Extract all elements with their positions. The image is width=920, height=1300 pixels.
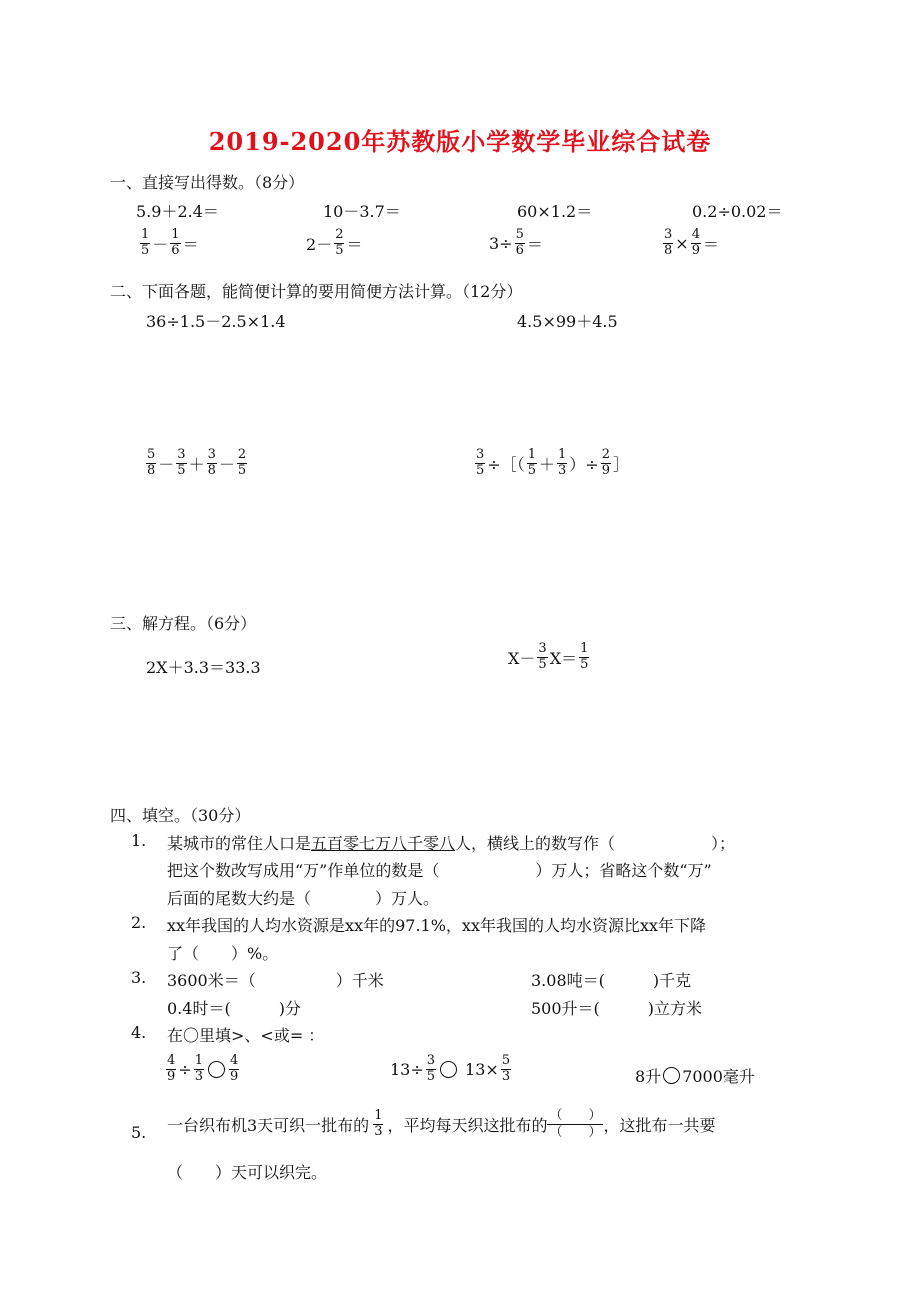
s3-equation-2: X－ $\frac{3}{5}$ X＝ $\frac{1}{5}$ [508, 641, 589, 672]
compare-circle-icon[interactable] [440, 1061, 457, 1078]
fraction: $\frac{2}{9}$ [601, 447, 610, 478]
compare-circle-icon[interactable] [208, 1061, 225, 1078]
s2-problem-1: 36÷1.5－2.5×1.4 [146, 312, 286, 331]
s2-problem-2: 4.5×99＋4.5 [517, 312, 618, 331]
fraction: $\frac{5}{3}$ [501, 1053, 511, 1084]
compare-circle-icon[interactable] [663, 1067, 680, 1084]
q3-item-b: 3.08吨＝( )千克 [531, 971, 692, 990]
q5-line-2: （ ）天可以织完。 [167, 1163, 328, 1182]
s1-item-1: 5.9＋2.4＝ [136, 202, 219, 221]
s2-problem-4: $\frac{3}{5}$ ÷［（ $\frac{1}{5}$ ＋ $\frac{1}{3}$ ）÷ $\frac{2}{9}$ ］ [476, 447, 629, 478]
underlined-number: 五百零七万八千零八 [311, 834, 456, 853]
s1-item-5: $\frac{1}{5}$ － $\frac{1}{6}$ ＝ [141, 227, 199, 258]
q4-instruction: 在〇里填>、<或= ： [167, 1026, 325, 1045]
fraction: $\frac{2}{5}$ [335, 227, 344, 258]
q4-number: 4. [131, 1023, 147, 1042]
blank-fraction[interactable]: （ ） （ ） [549, 1108, 602, 1140]
q2-line-2: 了（ ）%。 [167, 944, 279, 963]
q1-line-2: 把这个数改写成用“万”作单位的数是（ ）万人；省略这个数“万” [167, 861, 712, 880]
fraction: $\frac{3}{8}$ [207, 447, 216, 478]
fraction: $\frac{1}{5}$ [141, 227, 150, 258]
section-3-heading: 三、解方程。（6分） [110, 614, 257, 633]
fraction: $\frac{3}{5}$ [426, 1053, 436, 1084]
fraction: $\frac{5}{6}$ [515, 227, 524, 258]
q3-item-d: 500升＝( )立方米 [531, 999, 703, 1018]
s3-equation-1: 2X＋3.3＝33.3 [146, 658, 261, 677]
s2-problem-3: $\frac{5}{8}$ － $\frac{3}{5}$ ＋ $\frac{3}{8}$ － $\frac{2}{5}$ [147, 447, 247, 478]
q4-item-c: 8升 7000毫升 [635, 1067, 755, 1086]
page-title: 2019-2020年苏教版小学数学毕业综合试卷 [208, 127, 712, 156]
fraction: $\frac{5}{8}$ [147, 447, 156, 478]
fraction: $\frac{3}{5}$ [476, 447, 485, 478]
s1-item-8: $\frac{3}{8}$ × $\frac{4}{9}$ ＝ [664, 227, 719, 258]
fraction: $\frac{2}{5}$ [237, 447, 247, 478]
q1-line-1: 某城市的常住人口是五百零七万八千零八人，横线上的数写作（ ）； [167, 834, 736, 853]
fraction: $\frac{4}{9}$ [167, 1053, 176, 1084]
q1-line-3: 后面的尾数大约是（ ）万人。 [167, 889, 440, 908]
q4-item-a: $\frac{4}{9}$ ÷ $\frac{1}{3}$ $\frac{4}{9}$ [167, 1053, 239, 1084]
fraction: $\frac{1}{6}$ [171, 227, 180, 258]
q1-number: 1. [131, 831, 147, 850]
s1-item-6: 2－ $\frac{2}{5}$ ＝ [306, 227, 363, 258]
s1-item-2: 10－3.7＝ [323, 202, 401, 221]
section-1-heading: 一、直接写出得数。（8分） [110, 173, 305, 192]
section-2-heading: 二、下面各题，能简便计算的要用简便方法计算。（12分） [110, 282, 523, 301]
q3-number: 3. [131, 968, 147, 987]
fraction: $\frac{1}{3}$ [374, 1107, 383, 1139]
fraction: $\frac{4}{9}$ [691, 227, 700, 258]
q4-item-b: 13÷ $\frac{3}{5}$ 13× $\frac{5}{3}$ [390, 1053, 511, 1084]
q3-item-c: 0.4时＝( )分 [167, 999, 301, 1018]
fraction: $\frac{1}{3}$ [194, 1053, 203, 1084]
fraction: $\frac{3}{8}$ [664, 227, 673, 258]
q5-number: 5. [131, 1123, 147, 1142]
fraction: $\frac{3}{5}$ [177, 447, 186, 478]
q3-item-a: 3600米＝（ ）千米 [167, 971, 384, 990]
fraction: $\frac{4}{9}$ [229, 1053, 239, 1084]
fraction: $\frac{3}{5}$ [538, 641, 547, 672]
q2-line-1: xx年我国的人均水资源是xx年的97.1%，xx年我国的人均水资源比xx年下降 [167, 916, 707, 935]
q2-number: 2. [131, 913, 147, 932]
s1-item-7: 3÷ $\frac{5}{6}$ ＝ [489, 227, 543, 258]
section-4-heading: 四、填空。（30分） [110, 806, 251, 825]
s1-item-4: 0.2÷0.02＝ [692, 202, 783, 221]
fraction: $\frac{1}{5}$ [527, 447, 536, 478]
q5-line-1: 一台织布机3天可织一批布的 $\frac{1}{3}$ ，平均每天织这批布的 （ ） （ ） ，这批布一共要 [167, 1107, 716, 1140]
fraction: $\frac{1}{5}$ [580, 641, 589, 672]
fraction: $\frac{1}{3}$ [558, 447, 567, 478]
s1-item-3: 60×1.2＝ [517, 202, 593, 221]
